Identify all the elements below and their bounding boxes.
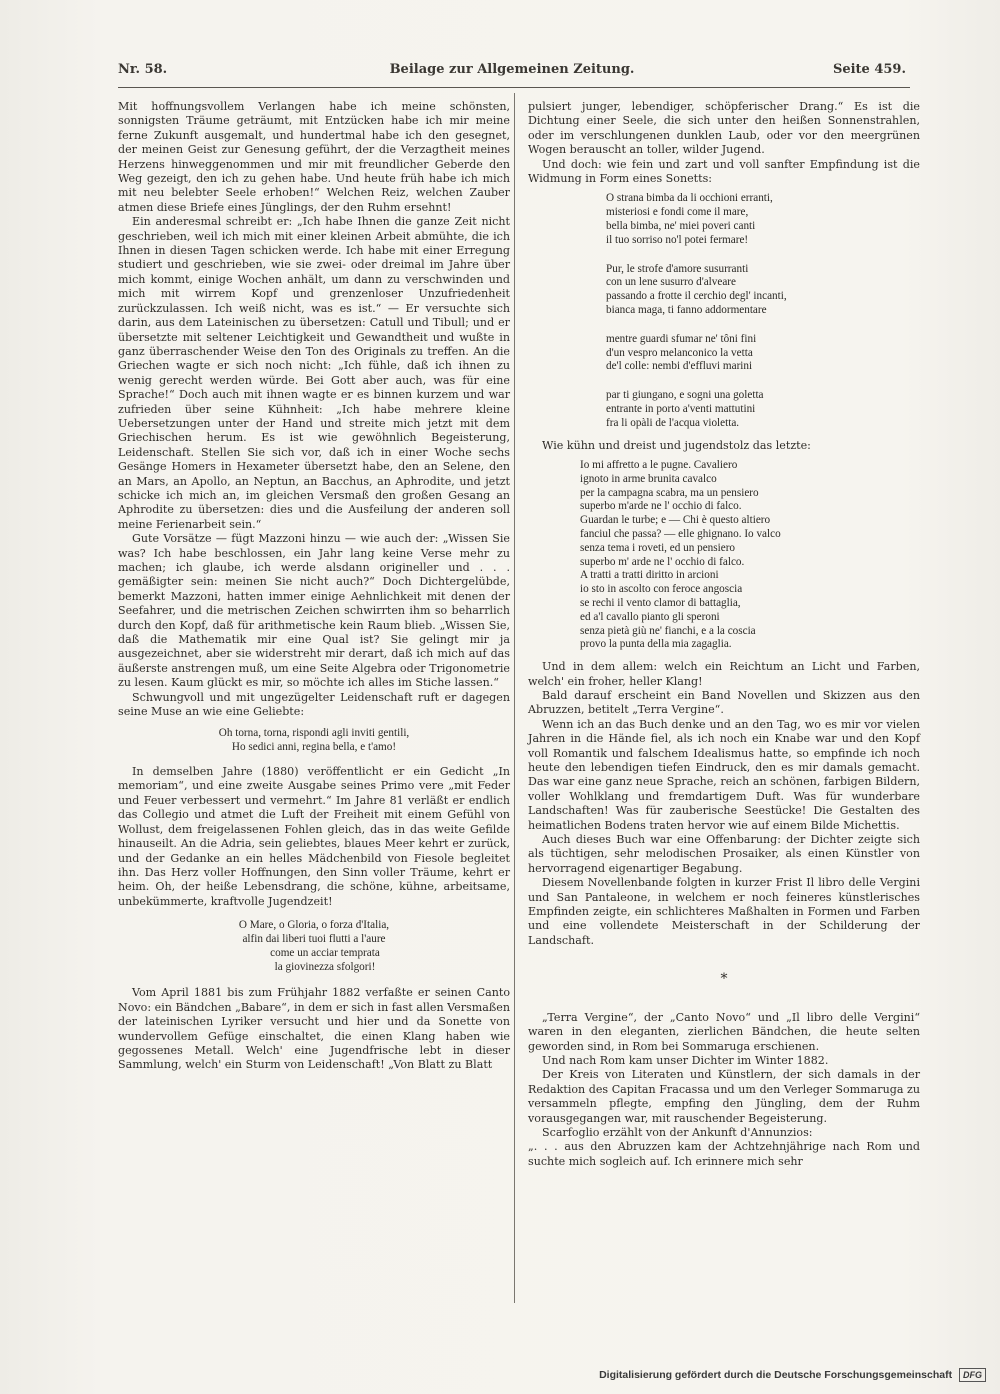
sonnet <box>606 192 920 430</box>
header-rule <box>118 87 910 88</box>
poem-line: alfin dai liberi tuoi flutti a l'aure <box>242 932 386 945</box>
poem-line: se rechi il vento clamor di battaglia, <box>580 596 741 609</box>
poem-line: senza tema i roveti, ed un pensiero <box>580 541 736 554</box>
poem-line: fra li opàli de l'acqua violetta. <box>606 416 740 429</box>
poem-line: Oh torna, torna, rispondi agli inviti gentili, <box>218 727 410 740</box>
paragraph: „Terra Vergine“, der „Canto Novo“ und „Il libro delle Vergini“ waren in den eleganten, zierlichen Bändchen, die heute selten geworden sind, in Rom bei Sommaruga erschienen. <box>528 1010 920 1053</box>
poem-line: A tratti a tratti diritto in arcioni <box>580 569 719 582</box>
poem-line: Guardan le turbe; e — Chi è questo altiero <box>580 514 771 527</box>
poem-line: fanciul che passa? — elle ghignano. Io valco <box>580 527 781 540</box>
left-column <box>118 100 510 1073</box>
dfg-logo: DFG <box>959 1368 986 1382</box>
poem-line: passando a frotte il cerchio degl' incanti, <box>606 290 787 303</box>
poem-line: provo la punta della mia zagaglia. <box>580 638 732 651</box>
column-divider <box>514 93 515 1303</box>
poem-line: superbo m' arde ne l' occhio di falco. <box>580 555 745 568</box>
poem-excerpt <box>118 919 510 974</box>
sonnet-stanza <box>606 192 920 247</box>
footer-text: Digitalisierung gefördert durch die Deutsche Forschungsgemeinschaft <box>599 1369 953 1381</box>
poem-line: de'l colle: nembi d'effluvi marini <box>606 360 753 373</box>
paragraph: Mit hoffnungsvollem Verlangen habe ich meine schönsten, sonnigsten Träume geträumt, mit Entzücken habe ich mir meine ferne Zukunft ausgemalt, und hundertmal habe ich den gesegnet, der meinen Geist zur Genesung geführt, der die Verzagtheit meines Herzens hinweggenommen und mir mit freundlicher Geberde den Weg gezeigt, den ich zu gehen habe. Und heute früh habe ich mich mit neu belebter Seele erhoben!“ Welchen Reiz, welchen Zauber atmen diese Briefe eines Jünglings, der den Ruhm ersehnt! <box>118 100 510 214</box>
paragraph: Und nach Rom kam unser Dichter im Winter 1882. <box>542 1053 829 1067</box>
sonnet <box>580 459 920 652</box>
poem-line: io sto in ascolto con feroce angoscia <box>580 583 743 596</box>
poem-line: entrante in porto a'venti mattutini <box>606 403 756 415</box>
page-header <box>118 60 906 84</box>
issue-number: Nr. 58. <box>118 62 168 77</box>
poem-line: par ti giungano, e sogni una goletta <box>606 389 764 402</box>
paragraph: Vom April 1881 bis zum Frühjahr 1882 verfaßte er seinen Canto Novo: ein Bändchen „Babare“, in dem er sich in fast allen Versmaßen der lateinischen Lyriker versucht und hier und da Sonette von wundervollem Gefüge einschaltet, die einen Klang haben wie gegossenes Metall. Welch' eine Jugendfrische lebt in dieser Sammlung, welch' ein Sturm von Leidenschaft! „Von Blatt zu Blatt <box>118 986 510 1072</box>
paragraph: Der Kreis von Literaten und Künstlern, der sich damals in der Redaktion des Capitan Fracassa und um den Verleger Sommaruga zu versammeln pflegte, empfing den Jüngling, dem der Ruhm vorausgegangen war, mit rauschender Begeisterung. <box>528 1068 920 1125</box>
poem-excerpt <box>118 727 510 755</box>
sonnet-stanza <box>606 263 920 318</box>
poem-line: la giovinezza sfolgori! <box>274 960 376 973</box>
paragraph: Ein anderesmal schreibt er: „Ich habe Ihnen die ganze Zeit nicht geschrieben, weil ich mich mit einer kleinen Arbeit abmühte, die ich Ihnen in diesen Tagen schicken werde. Ich habe mit einer Erregung studiert und geschrieben, wie sie zwei- oder dreimal im Jahre über mich kommt, einige Wochen anhält, um dann zu verschwinden und mich mit wirrem Kopf und grenzenloser Unzufriedenheit zurückzulassen. Ich weiß nicht, was es ist.“ — Er versuchte sich darin, aus dem Lateinischen zu übersetzen: Catull und Tibull; und er übersetzte mit seltener Leichtigkeit und Gewandtheit und wußte in ganz überraschender Weise den Ton des Originals zu treffen. An die Griechen wagte er sich noch nicht: „Ich fühle, daß ich ihnen zu wenig gerecht werden würde. Bei Gott aber auch, was für eine Sprache!“ Doch auch mit ihnen wagte er es binnen kurzem und war zufrieden über seine Kühnheit: „Ich habe mehrere kleine Uebersetzungen unter der Hand und streite mich jetzt mit dem Griechischen herum. Es ist wie gewöhnlich Begeisterung, Leidenschaft. Stellen Sie sich vor, daß ich in einer Woche sechs Gesänge Homers in Hexameter übersetzt habe, den an Selene, den an Mars, an Apollo, an Neptun, an Bacchus, an Aphrodite, und jetzt schicke ich mich an, im gleichen Versmaß den großen Gesang an Aphrodite zu übersetzen: dies und die Ausfeilung der anderen soll meine Ferienarbeit sein.“ <box>118 215 510 531</box>
poem-line: con un lene susurro d'alveare <box>606 276 737 289</box>
poem-line: O strana bimba da li occhioni erranti, <box>606 192 773 205</box>
poem-line: ed a'l cavallo pianto gli speroni <box>580 610 720 623</box>
paragraph: „. . . aus den Abruzzen kam der Achtzehnjährige nach Rom und suchte mich sogleich auf. Ich erinnere mich sehr <box>528 1140 920 1168</box>
poem-line: misteriosi e fondi come il mare, <box>606 206 749 219</box>
poem-line: bianca maga, ti fanno addormentare <box>606 304 767 317</box>
poem-line: come un acciar temprata <box>270 946 380 959</box>
poem-line: Pur, le strofe d'amore susurranti <box>606 262 749 275</box>
poem-line: Io mi affretto a le pugne. Cavaliero <box>580 459 738 471</box>
poem-line: il tuo sorriso no'l potei fermare! <box>606 233 749 246</box>
section-separator: * <box>720 971 728 988</box>
paragraph: Diesem Novellenbande folgten in kurzer Frist Il libro delle Vergini und San Pantaleone, in welchem er noch feineres künstlerisches Empfinden zeigte, ein schlichteres Maßhalten in Formen und Farben und eine vollendete Meisterschaft in der Schilderung der Landschaft. <box>528 876 920 947</box>
paragraph: Wenn ich an das Buch denke und an den Tag, wo es mir vor vielen Jahren in die Hände fiel, als ich noch ein Knabe war und den Kopf voll Romantik und falschem Idealismus hatte, so empfinde ich noch heute den lebendigen tiefen Eindruck, den es mir damals gemacht. Das war eine ganz neue Sprache, reich an schönen, farbigen Bildern, voller Wohlklang und fremdartigem Duft. Was für wunderbare Landschaften! Was für zauberische Seestücke! Die Gestalten des heimatlichen Bodens traten hervor wie auf einem Bilde Michettis. <box>528 717 920 832</box>
digitization-footer <box>599 1368 986 1382</box>
paragraph: Scarfoglio erzählt von der Ankunft d'Annunzios: <box>542 1125 813 1139</box>
poem-line: O Mare, o Gloria, o forza d'Italia, <box>238 919 390 932</box>
paragraph: pulsiert junger, lebendiger, schöpferischer Drang.“ Es ist die Dichtung einer Seele, die sich unter den heißen Sonnenstrahlen, oder im verschlungenen dunklen Laub, oder vor den meergrünen Wogen berauscht an toller, wilder Jugend. <box>528 100 920 157</box>
paragraph: Wie kühn und dreist und jugendstolz das letzte: <box>542 438 811 452</box>
paragraph: In demselben Jahre (1880) veröffentlicht er ein Gedicht „In memoriam“, und eine zweite Ausgabe seines Primo vere „mit Feder und Feuer verbessert und vermehrt.“ Im Jahre 81 verläßt er endlich das Collegio und atmet die Luft der Freiheit mit einem Gefühl von Wollust, dem freigelassenen Fohlen gleich, das in das weite Gefilde hinauseilt. An die Adria, sein geliebtes, blaues Meer kehrt er zurück, und der Gedanke an ein helles Mädchenbild von Fiesole begleitet ihn. Das Herz voller Hoffnungen, den Sinn voller Träume, kehrt er heim. Oh, der heiße Lebensdrang, die schöne, kühne, arbeitsame, unbekümmerte, kraftvolle Jugendzeit! <box>118 765 510 908</box>
poem-line: bella bimba, ne' miei poveri canti <box>606 220 756 233</box>
poem-line: superbo m'arde ne l' occhio di falco. <box>580 500 742 513</box>
paragraph: Und in dem allem: welch ein Reichtum an Licht und Farben, welch' ein froher, heller Klang! <box>528 660 920 688</box>
paragraph: Schwungvoll und mit ungezügelter Leidenschaft ruft er dagegen seine Muse an wie eine Geliebte: <box>118 690 510 719</box>
paragraph: Und doch: wie fein und zart und voll sanfter Empfindung ist die Widmung in Form eines Sonetts: <box>528 157 920 186</box>
poem-line: d'un vespro melanconico la vetta <box>606 346 753 359</box>
paragraph: Bald darauf erscheint ein Band Novellen und Skizzen aus den Abruzzen, betitelt „Terra Vergine“. <box>528 688 920 717</box>
poem-line: per la campagna scabra, ma un pensiero <box>580 486 759 499</box>
right-column <box>528 100 920 1169</box>
page-number: Seite 459. <box>832 62 906 77</box>
sonnet-stanza <box>606 389 920 430</box>
sonnet-stanza <box>606 333 920 374</box>
paragraph: Auch dieses Buch war eine Offenbarung: der Dichter zeigte sich als tüchtigen, sehr melodischen Prosaiker, als einen Künstler von hervorragend eigenartiger Begabung. <box>528 833 920 875</box>
poem-line: Ho sedici anni, regina bella, e t'amo! <box>231 741 397 754</box>
poem-line: mentre guardi sfumar ne' tôni fini <box>606 332 757 345</box>
poem-line: ignoto in arme brunita cavalco <box>580 472 717 485</box>
poem-line: senza pietà giù ne' fianchi, e a la coscia <box>580 624 756 637</box>
paragraph: Gute Vorsätze — fügt Mazzoni hinzu — wie auch der: „Wissen Sie was? Ich habe beschlossen, ein Jahr lang keine Verse mehr zu machen; ich glaube, ich werde alsdann origineller und . . . gemäßigter sein: meinen Sie nicht auch?“ Doch Dichtergelübde, bemerkt Mazzoni, hatten immer einige Aehnlichkeit mit denen der Seefahrer, und die metrischen Zeichen schwirrten ihm so beharrlich durch den Kopf, daß für arithmetische kein Raum blieb. „Wissen Sie, daß die Mathematik mir eine Qual ist? Sie gelingt mir ja ausgezeichnet, aber sie widerstreht mir derart, daß ich mich auf das äußerste anstrengen muß, um eine Seite Algebra oder Trigonometrie zu lesen. Kaum glückt es mir, so möchte ich alles im Stiche lassen.“ <box>118 532 510 690</box>
supplement-title: Beilage zur Allgemeinen Zeitung. <box>389 62 635 77</box>
